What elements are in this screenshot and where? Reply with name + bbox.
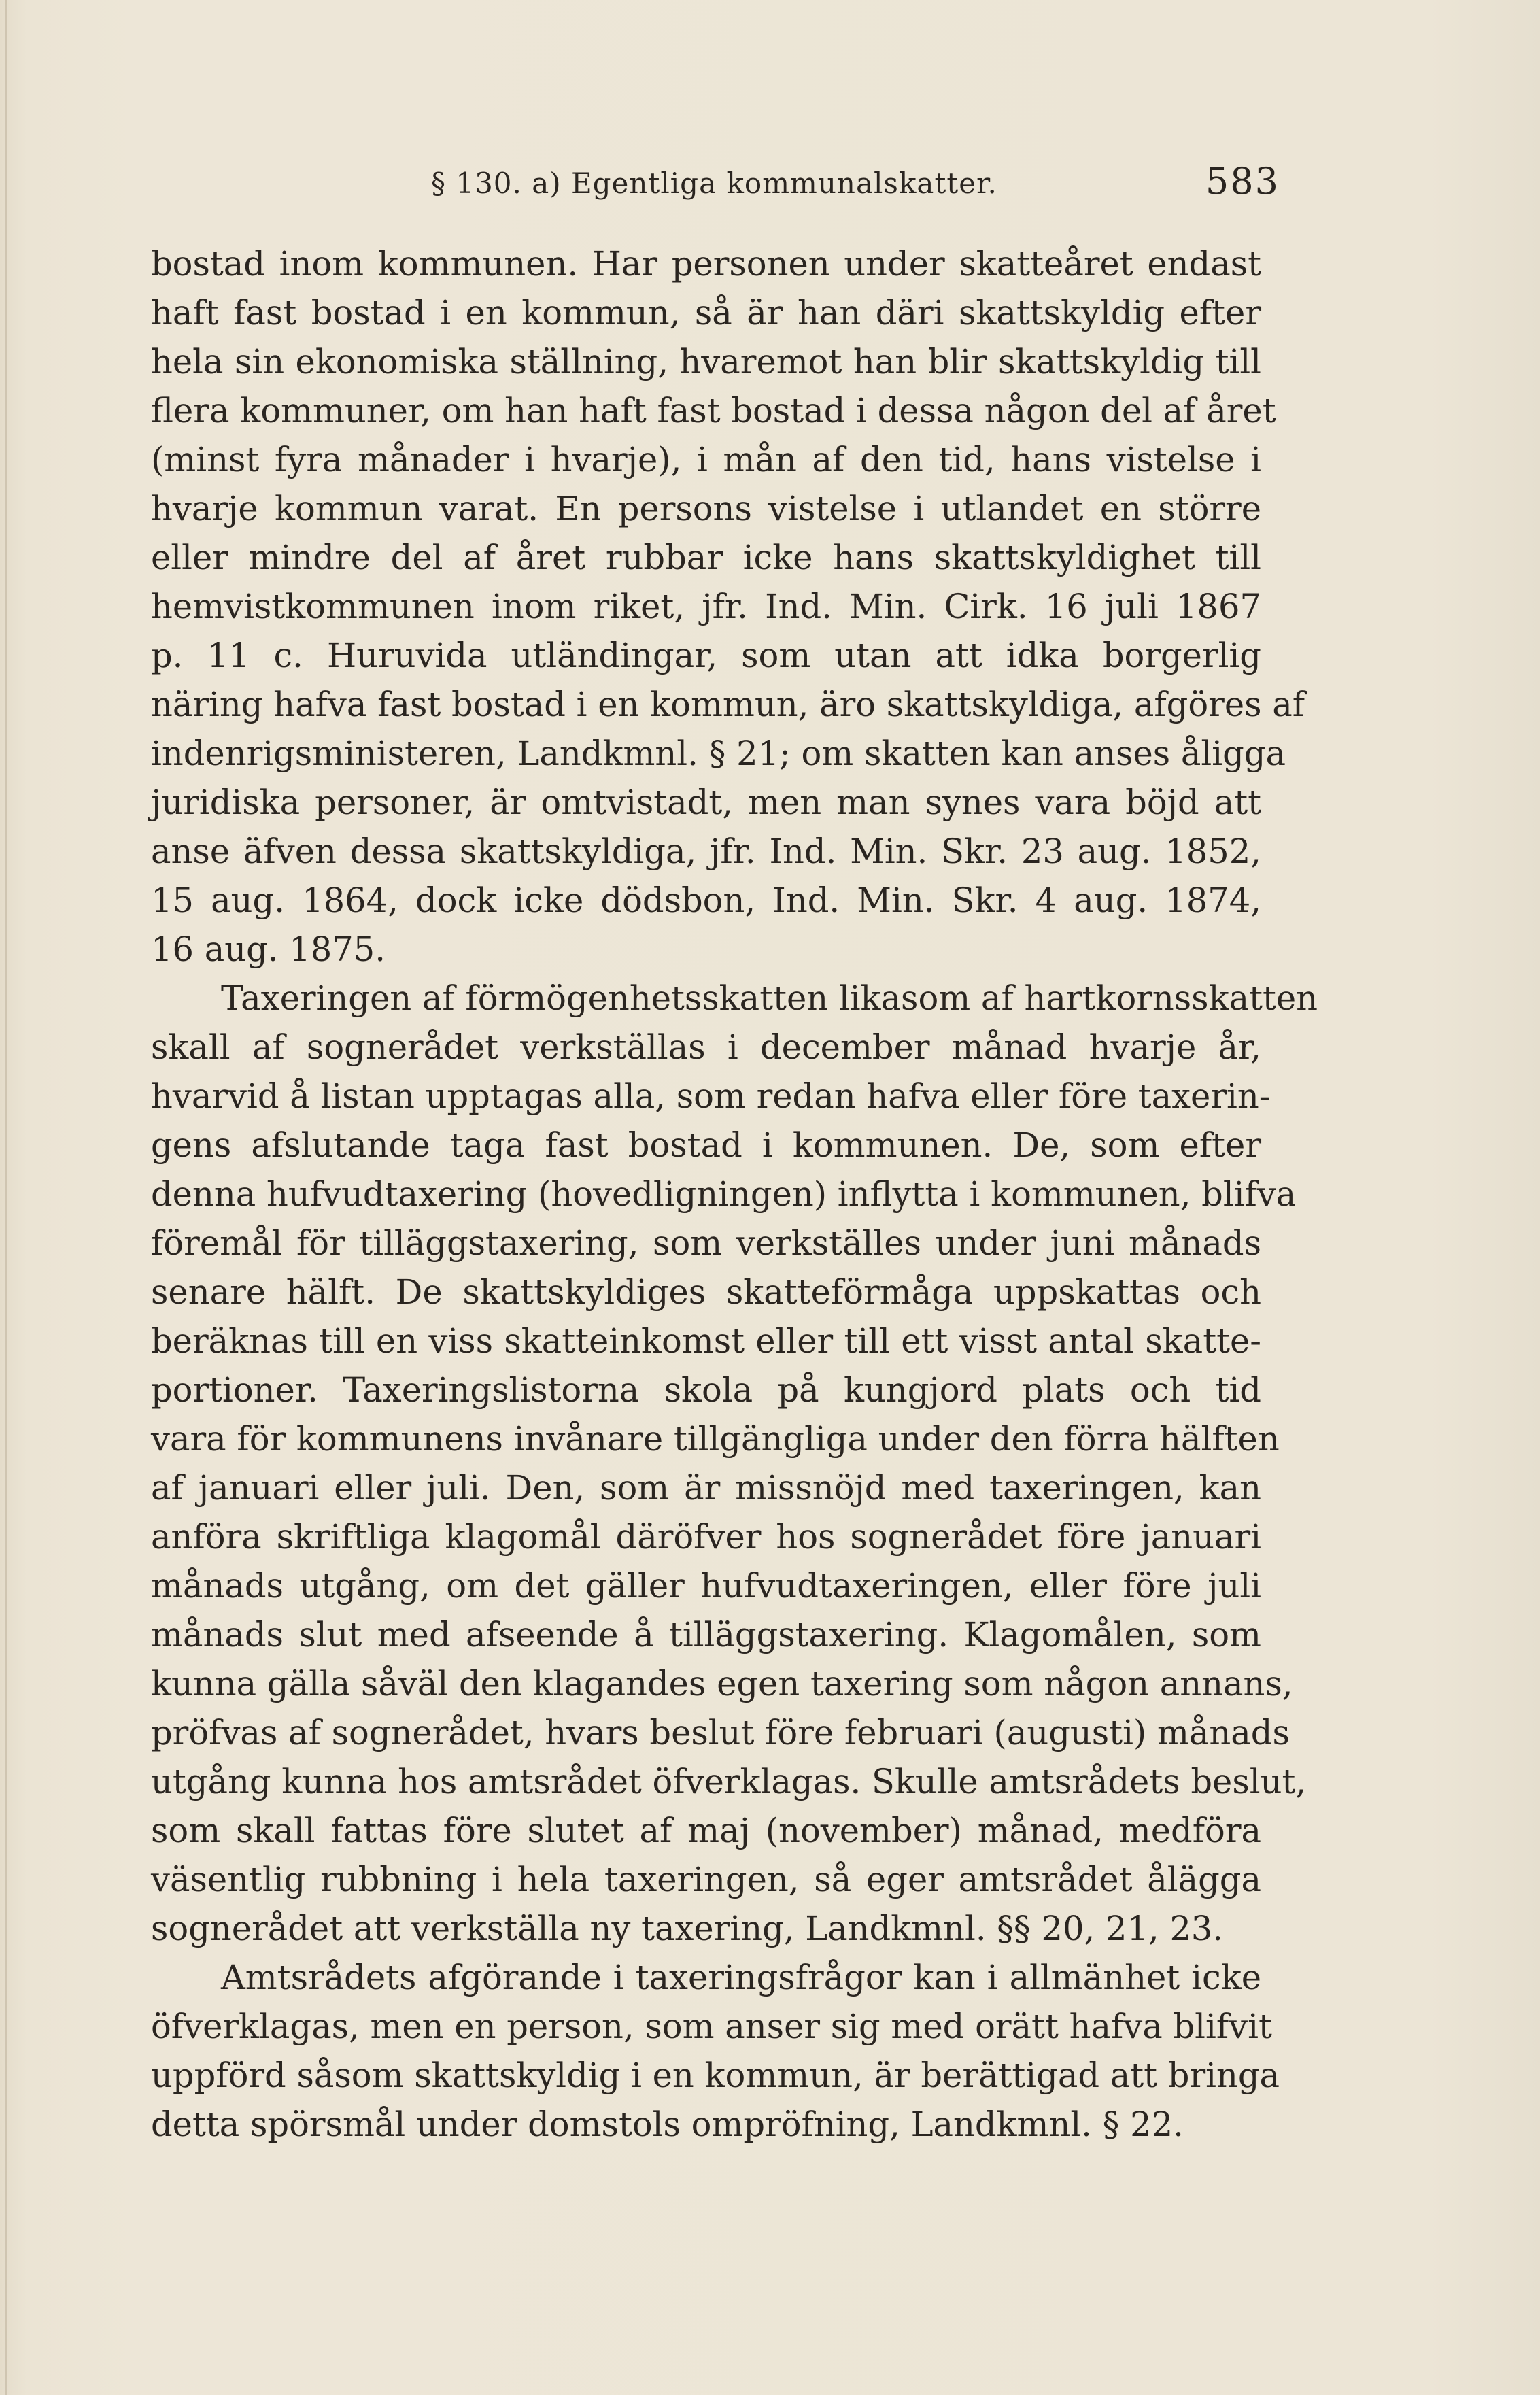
text-line: detta spörsmål under domstols ompröfning, Landkmnl. § 22. bbox=[151, 2105, 1184, 2144]
body-text bbox=[151, 239, 1318, 2149]
text-line: indenrigsministeren, Landkmnl. § 21; om skatten kan anses åligga bbox=[151, 734, 1286, 773]
text-line: denna hufvudtaxering (hovedligningen) inflytta i kommunen, blifva bbox=[151, 1174, 1297, 1214]
text-line: bostad inom kommunen. Har personen under skatteåret endast bbox=[151, 244, 1261, 284]
text-line: eller mindre del af året rubbar icke hans skattskyldighet till bbox=[151, 538, 1261, 577]
text-line: vara för kommunens invånare tillgängliga under den förra hälften bbox=[151, 1419, 1280, 1459]
text-line: månads utgång, om det gäller hufvudtaxeringen, eller före juli bbox=[151, 1566, 1261, 1606]
text-line: utgång kunna hos amtsrådet öfverklagas. Skulle amtsrådets beslut, bbox=[151, 1762, 1307, 1801]
text-line: 15 aug. 1864, dock icke dödsbon, Ind. Min. Skr. 4 aug. 1874, bbox=[151, 881, 1261, 920]
text-line: sognerådet att verkställa ny taxering, Landkmnl. §§ 20, 21, 23. bbox=[151, 1909, 1224, 1948]
page-edge-divider bbox=[5, 0, 7, 2395]
text-line: flera kommuner, om han haft fast bostad i dessa någon del af året bbox=[151, 391, 1276, 430]
text-line: haft fast bostad i en kommun, så är han däri skattskyldig efter bbox=[151, 293, 1261, 333]
text-line: anföra skriftliga klagomål däröfver hos sognerådet före januari bbox=[151, 1517, 1261, 1557]
text-line: portioner. Taxeringslistorna skola på kungjord plats och tid bbox=[151, 1370, 1261, 1410]
text-line: månads slut med afseende å tilläggstaxering. Klagomålen, som bbox=[151, 1615, 1261, 1654]
text-line: (minst fyra månader i hvarje), i mån af den tid, hans vistelse i bbox=[151, 440, 1261, 479]
text-line: pröfvas af sognerådet, hvars beslut före februari (augusti) månads bbox=[151, 1713, 1290, 1752]
running-title: § 130. a) Egentliga kommunalskatter. bbox=[431, 167, 997, 200]
text-line: öfverklagas, men en person, som anser sig med orätt hafva blifvit bbox=[151, 2007, 1272, 2046]
text-line: anse äfven dessa skattskyldiga, jfr. Ind. Min. Skr. 23 aug. 1852, bbox=[151, 832, 1261, 871]
text-line: hvarvid å listan upptagas alla, som redan hafva eller före taxerin- bbox=[151, 1076, 1271, 1116]
text-line: näring hafva fast bostad i en kommun, äro skattskyldiga, afgöres af bbox=[151, 685, 1305, 724]
text-line: Taxeringen af förmögenhetsskatten likasom af hartkornsskatten bbox=[221, 979, 1318, 1018]
text-line: som skall fattas före slutet af maj (november) månad, medföra bbox=[151, 1811, 1261, 1850]
text-line: väsentlig rubbning i hela taxeringen, så eger amtsrådet ålägga bbox=[151, 1860, 1261, 1899]
text-line: hemvistkommunen inom riket, jfr. Ind. Min. Cirk. 16 juli 1867 bbox=[151, 587, 1261, 626]
running-head bbox=[151, 160, 1280, 214]
text-line: 16 aug. 1875. bbox=[151, 930, 386, 969]
text-line: Amtsrådets afgörande i taxeringsfrågor kan i allmänhet icke bbox=[221, 1958, 1261, 1997]
text-line: hvarje kommun varat. En persons vistelse i utlandet en större bbox=[151, 489, 1261, 528]
text-line: af januari eller juli. Den, som är missnöjd med taxeringen, kan bbox=[151, 1468, 1261, 1508]
text-line: uppförd såsom skattskyldig i en kommun, är berättigad att bringa bbox=[151, 2056, 1280, 2095]
text-line: beräknas till en viss skatteinkomst eller till ett visst antal skatte- bbox=[151, 1321, 1261, 1361]
text-line: senare hälft. De skattskyldiges skatteförmåga uppskattas och bbox=[151, 1272, 1261, 1312]
text-line: p. 11 c. Huruvida utländingar, som utan att idka borgerlig bbox=[151, 636, 1261, 675]
page-number: 583 bbox=[1205, 160, 1280, 203]
text-line: hela sin ekonomiska ställning, hvaremot han blir skattskyldig till bbox=[151, 342, 1261, 381]
text-line: skall af sognerådet verkställas i december månad hvarje år, bbox=[151, 1027, 1261, 1067]
text-line: föremål för tilläggstaxering, som verkställes under juni månads bbox=[151, 1223, 1261, 1263]
text-line: gens afslutande taga fast bostad i kommunen. De, som efter bbox=[151, 1125, 1261, 1165]
text-line: juridiska personer, är omtvistadt, men man synes vara böjd att bbox=[151, 783, 1261, 822]
text-line: kunna gälla såväl den klagandes egen taxering som någon annans, bbox=[151, 1664, 1293, 1703]
